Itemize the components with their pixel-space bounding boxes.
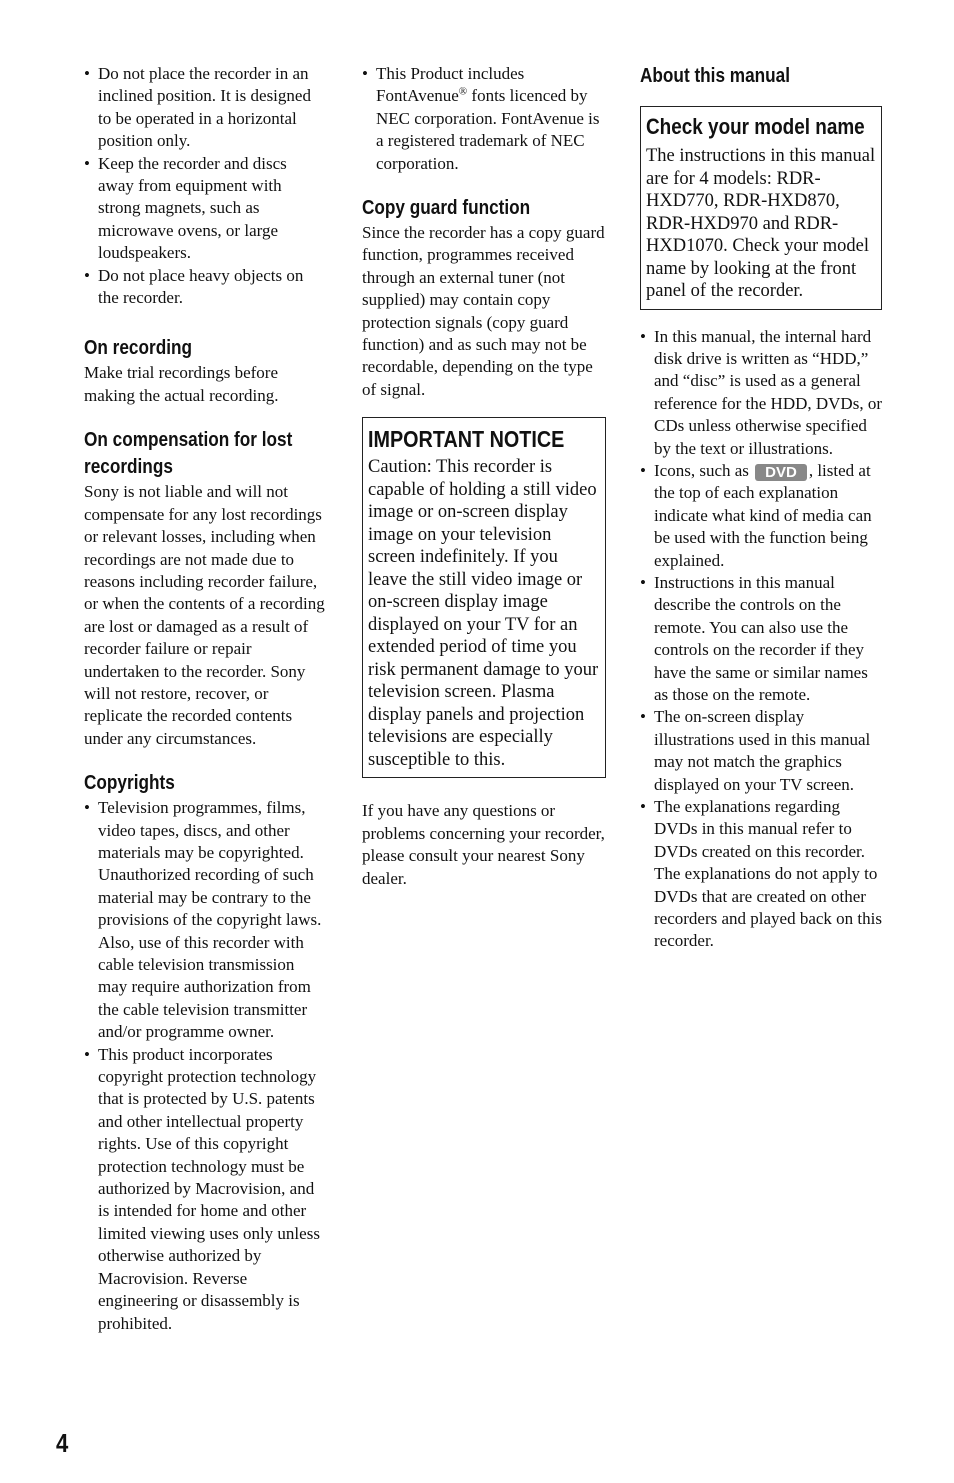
model-name-heading: Check your model name <box>646 114 865 139</box>
copy-guard-heading: Copy guard function <box>362 197 531 220</box>
list-item: • This product incorporates copyright protection technology that is protected by U.S. patents and other intellectual property rights. Use of this copyright protection technology must be authorized by Macrovision, and is intended for home and other limited viewing uses only unless otherwise authorized by Macrovision. Reverse engineering or disassembly is prohibited. <box>84 1044 326 1335</box>
on-recording-body: Make trial recordings before making the actual recording. <box>84 363 279 405</box>
compensation-heading: On compensation for lost recordings <box>84 429 293 479</box>
important-notice-heading: IMPORTANT NOTICE <box>368 426 565 453</box>
list-item: • Keep the recorder and discs away from equipment with strong magnets, such as microwave ovens, or large loudspeakers. <box>84 153 326 265</box>
contact-dealer-text: If you have any questions or problems concerning your recorder, please consult your nearest Sony dealer. <box>362 801 605 888</box>
left-column <box>84 63 326 1335</box>
fontavenue-text-2: fonts licenced by NEC corporation. FontAvenue is a registered trademark of NEC corporation. <box>376 86 600 173</box>
model-name-body: The instructions in this manual are for 4 models: RDR-HXD770, RDR-HXD870, RDR-HXD970 and RDR-HXD1070. Check your model name by looking at the front panel of the recorder. <box>646 146 876 301</box>
icons-text-before: Icons, such as <box>654 460 754 480</box>
list-item: • Do not place the recorder in an inclined position. It is designed to be operated in a horizontal position only. <box>84 63 326 153</box>
list-item: • In this manual, the internal hard disk drive is written as “HDD,” and “disc” is used as a general reference for the HDD, DVDs, or CDs unless otherwise specified by the text or illustrations. <box>640 326 882 460</box>
about-manual-heading: About this manual <box>640 65 791 87</box>
list-item: • Do not place heavy objects on the recorder. <box>84 265 326 310</box>
compensation-body: Sony is not liable and will not compensate for any lost recordings or relevant losses, including when recordings are not made due to reasons including recorder failure, or when the contents of a recording are lost or damaged as a result of recorder failure or repair undertaken to the recorder. Sony will not restore, recover, or replicate the recorded contents under any circumstances. <box>84 482 325 748</box>
copy-guard-body: Since the recorder has a copy guard function, programmes received through an external tuner (not supplied) may contain copy protection signals (copy guard function) and as such may not be recordable, depending on the type of signal. <box>362 223 605 399</box>
fontavenue-text-1: This Product includes FontAvenue <box>376 64 525 106</box>
list-item: • Television programmes, films, video tapes, discs, and other materials may be copyrighted. Unauthorized recording of such material may be contrary to the provisions of the copyright laws. Also, use of this recorder with cable television transmission may require authorization from the cable television transmitter and/or programme owner. <box>84 797 326 1043</box>
placement-bullet-list <box>84 63 326 309</box>
important-notice-box <box>362 417 606 778</box>
list-item <box>362 63 606 175</box>
registered-mark: ® <box>458 85 468 98</box>
middle-column <box>362 63 606 890</box>
fontavenue-bullet-list <box>362 63 606 175</box>
list-item: • The on-screen display illustrations used in this manual may not match the graphics displayed on your TV screen. <box>640 706 882 796</box>
manual-notes-bullet-list <box>640 326 882 953</box>
list-item <box>640 460 882 572</box>
important-notice-body: Caution: This recorder is capable of holding a still video image or on-screen display image on your television screen indefinitely. If you leave the still video image or on-screen display image displayed on your TV for an extended period of time you risk permanent damage to your television screen. Plasma display panels and projection televisions are especially susceptible to this. <box>368 457 599 770</box>
dvd-media-icon: DVD <box>755 464 807 481</box>
copyrights-heading: Copyrights <box>84 772 175 795</box>
copyrights-bullet-list <box>84 797 326 1335</box>
list-item: • Instructions in this manual describe the controls on the remote. You can also use the controls on the recorder if they have the same or similar names as those on the remote. <box>640 572 882 706</box>
page-number: 4 <box>56 1428 69 1458</box>
icons-text-after: , listed at the top of each explanation indicate what kind of media can be used with the function being explained. <box>654 460 872 570</box>
on-recording-heading: On recording <box>84 337 192 360</box>
model-name-box <box>640 106 882 310</box>
list-item: • The explanations regarding DVDs in this manual refer to DVDs created on this recorder. The explanations do not apply to DVDs that are created on other recorders and played back on this recorder. <box>640 796 882 953</box>
right-column <box>640 63 882 953</box>
